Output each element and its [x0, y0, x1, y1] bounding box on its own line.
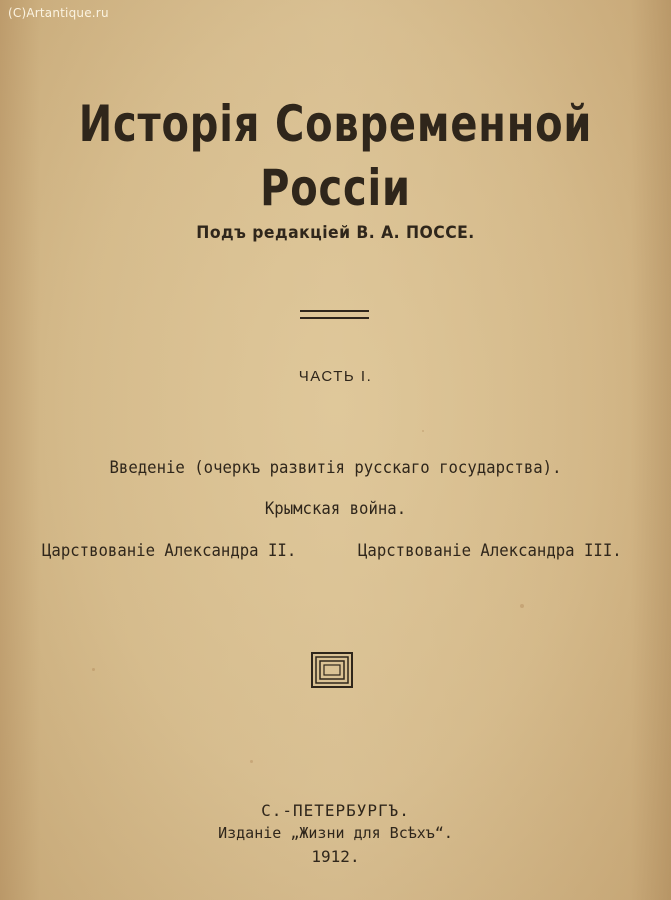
part-heading: ЧАСТЬ I. — [298, 368, 373, 385]
watermark: (C)Artantique.ru — [8, 6, 109, 20]
imprint-city: С.-ПЕТЕРБУРГЪ. — [261, 801, 410, 820]
foxing-spot — [422, 430, 424, 432]
foxing-spot — [250, 760, 253, 763]
contents-reign-alexander-2: Царствованіе Александра II. — [42, 541, 297, 561]
editor-line: Подъ редакціей В. А. ПОССЕ. — [196, 223, 475, 243]
contents-intro: Введеніе (очеркъ развитія русскаго государства). — [109, 458, 562, 478]
contents-crimean-war: Крымская война. — [264, 499, 407, 519]
double-rule-divider — [300, 310, 369, 319]
imprint-year: 1912. — [311, 847, 360, 866]
foxing-spot — [520, 604, 524, 608]
contents-reign-alexander-3: Царствованіе Александра III. — [358, 541, 622, 561]
square-frame-ornament-icon — [311, 652, 353, 688]
foxing-spot — [92, 668, 95, 671]
book-title: Исторія Современной Россіи — [78, 95, 593, 217]
imprint-publisher: Изданіе „Жизни для Всѣхъ“. — [218, 824, 453, 842]
